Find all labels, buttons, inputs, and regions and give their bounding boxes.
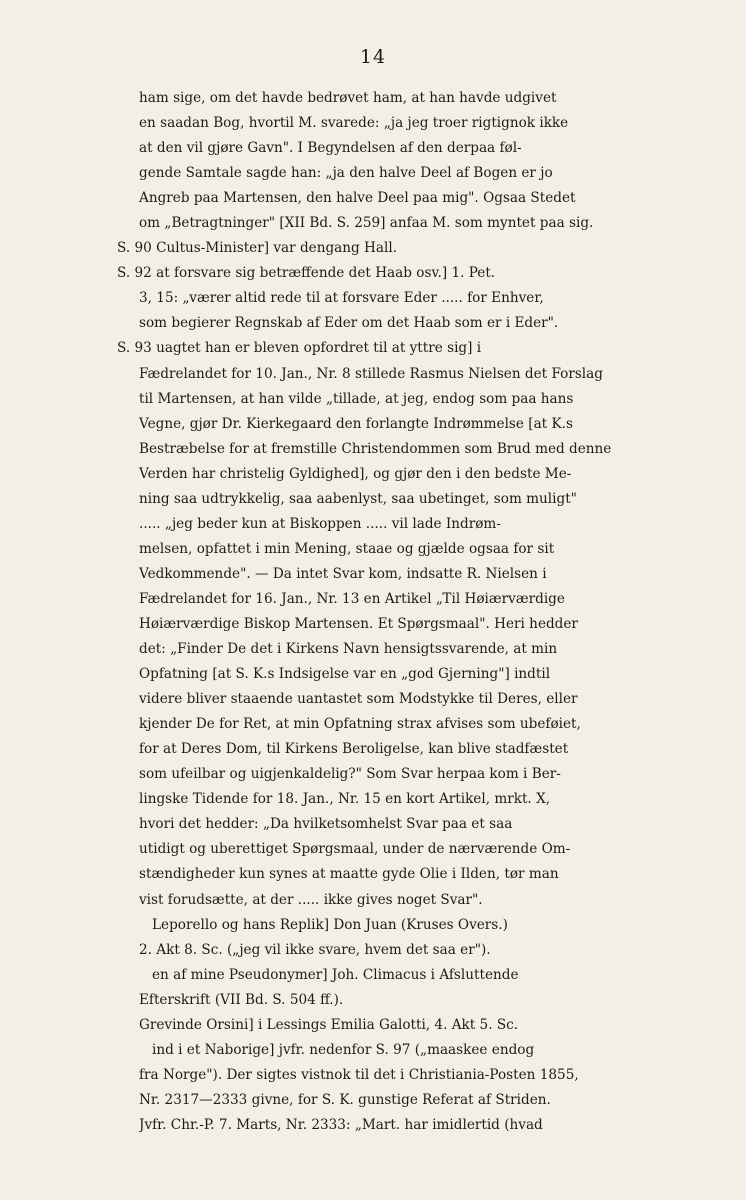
- text-line: fra Norge"). Der sigtes vistnok til det i Christiania-Posten 1855,: [139, 1066, 579, 1083]
- text-line: Bestræbelse for at fremstille Christendommen som Brud med denne: [139, 440, 612, 457]
- text-line: Fædrelandet for 10. Jan., Nr. 8 stillede Rasmus Nielsen det Forslag: [139, 365, 603, 382]
- text-line: Vedkommende". — Da intet Svar kom, indsatte R. Nielsen i: [139, 565, 547, 582]
- text-line: Høiærværdige Biskop Martensen. Et Spørgsmaal". Heri hedder: [139, 615, 578, 632]
- text-line: om „Betragtninger" [XII Bd. S. 259] anfaa M. som myntet paa sig.: [139, 215, 594, 232]
- text-line: lingske Tidende for 18. Jan., Nr. 15 en kort Artikel, mrkt. X,: [139, 791, 551, 808]
- text-line: Fædrelandet for 16. Jan., Nr. 13 en Artikel „Til Høiærværdige: [139, 590, 565, 607]
- text-line: en saadan Bog, hvortil M. svarede: „ja jeg troer rigtignok ikke: [139, 115, 569, 132]
- text-line: Vegne, gjør Dr. Kierkegaard den forlangte Indrømmelse [at K.s: [139, 415, 573, 432]
- text-line: Nr. 2317—2333 givne, for S. K. gunstige Referat af Striden.: [139, 1091, 551, 1108]
- text-line: Efterskrift (VII Bd. S. 504 ff.).: [139, 991, 344, 1008]
- text-line: det: „Finder De det i Kirkens Navn hensigtssvarende, at min: [139, 641, 558, 658]
- note-line: en af mine Pseudonymer] Joh. Climacus i Afsluttende: [152, 966, 519, 983]
- note-line: ind i et Naborige] jvfr. nedenfor S. 97 („maaskee endog: [152, 1041, 535, 1058]
- note-line: S. 90 Cultus-Minister] var dengang Hall.: [117, 240, 398, 257]
- page-number: 14: [359, 46, 387, 68]
- text-line: Jvfr. Chr.-P. 7. Marts, Nr. 2333: „Mart. har imidlertid (hvad: [139, 1116, 543, 1133]
- text-line: 3, 15: „værer altid rede til at forsvare Eder ..... for Enhver,: [139, 290, 544, 307]
- text-line: kjender De for Ret, at min Opfatning strax afvises som ubeføiet,: [139, 716, 581, 733]
- text-line: 2. Akt 8. Sc. („jeg vil ikke svare, hvem det saa er").: [139, 941, 491, 958]
- text-line: Verden har christelig Gyldighed], og gjør den i den bedste Me-: [139, 465, 572, 482]
- text-line: stændigheder kun synes at maatte gyde Olie i Ilden, tør man: [139, 866, 559, 883]
- text-line: for at Deres Dom, til Kirkens Beroligelse, kan blive stadfæstet: [139, 741, 569, 758]
- text-line: ..... „jeg beder kun at Biskoppen ..... vil lade Indrøm-: [139, 515, 501, 532]
- text-line: til Martensen, at han vilde „tillade, at jeg, endog som paa hans: [139, 390, 574, 407]
- text-line: videre bliver staaende uantastet som Modstykke til Deres, eller: [139, 691, 578, 708]
- text-line: vist forudsætte, at der ..... ikke gives noget Svar".: [139, 891, 483, 908]
- page-text: [117, 86, 673, 1138]
- text-line: at den vil gjøre Gavn". I Begyndelsen af den derpaa føl-: [139, 140, 522, 157]
- note-line: S. 93 uagtet han er bleven opfordret til at yttre sig] i: [117, 340, 482, 357]
- text-line: Angreb paa Martensen, den halve Deel paa mig". Ogsaa Stedet: [139, 190, 576, 207]
- text-line: ning saa udtrykkelig, saa aabenlyst, saa ubetinget, som muligt": [139, 490, 577, 507]
- text-line: utidigt og uberettiget Spørgsmaal, under de nærværende Om-: [139, 841, 571, 858]
- text-line: gende Samtale sagde han: „ja den halve Deel af Bogen er jo: [139, 165, 553, 182]
- note-line: S. 92 at forsvare sig betræffende det Haab osv.] 1. Pet.: [117, 265, 496, 282]
- text-line: som begierer Regnskab af Eder om det Haab som er i Eder".: [139, 315, 559, 332]
- text-line: som ufeilbar og uigjenkaldelig?" Som Svar herpaa kom i Ber-: [139, 766, 561, 783]
- note-line: Leporello og hans Replik] Don Juan (Kruses Overs.): [152, 916, 508, 933]
- text-line: melsen, opfattet i min Mening, staae og gjælde ogsaa for sit: [139, 540, 555, 557]
- note-line: Grevinde Orsini] i Lessings Emilia Galotti, 4. Akt 5. Sc.: [139, 1016, 519, 1033]
- text-line: hvori det hedder: „Da hvilketsomhelst Svar paa et saa: [139, 816, 513, 833]
- text-line: Opfatning [at S. K.s Indsigelse var en „god Gjerning"] indtil: [139, 666, 551, 683]
- text-line: ham sige, om det havde bedrøvet ham, at han havde udgivet: [139, 90, 557, 106]
